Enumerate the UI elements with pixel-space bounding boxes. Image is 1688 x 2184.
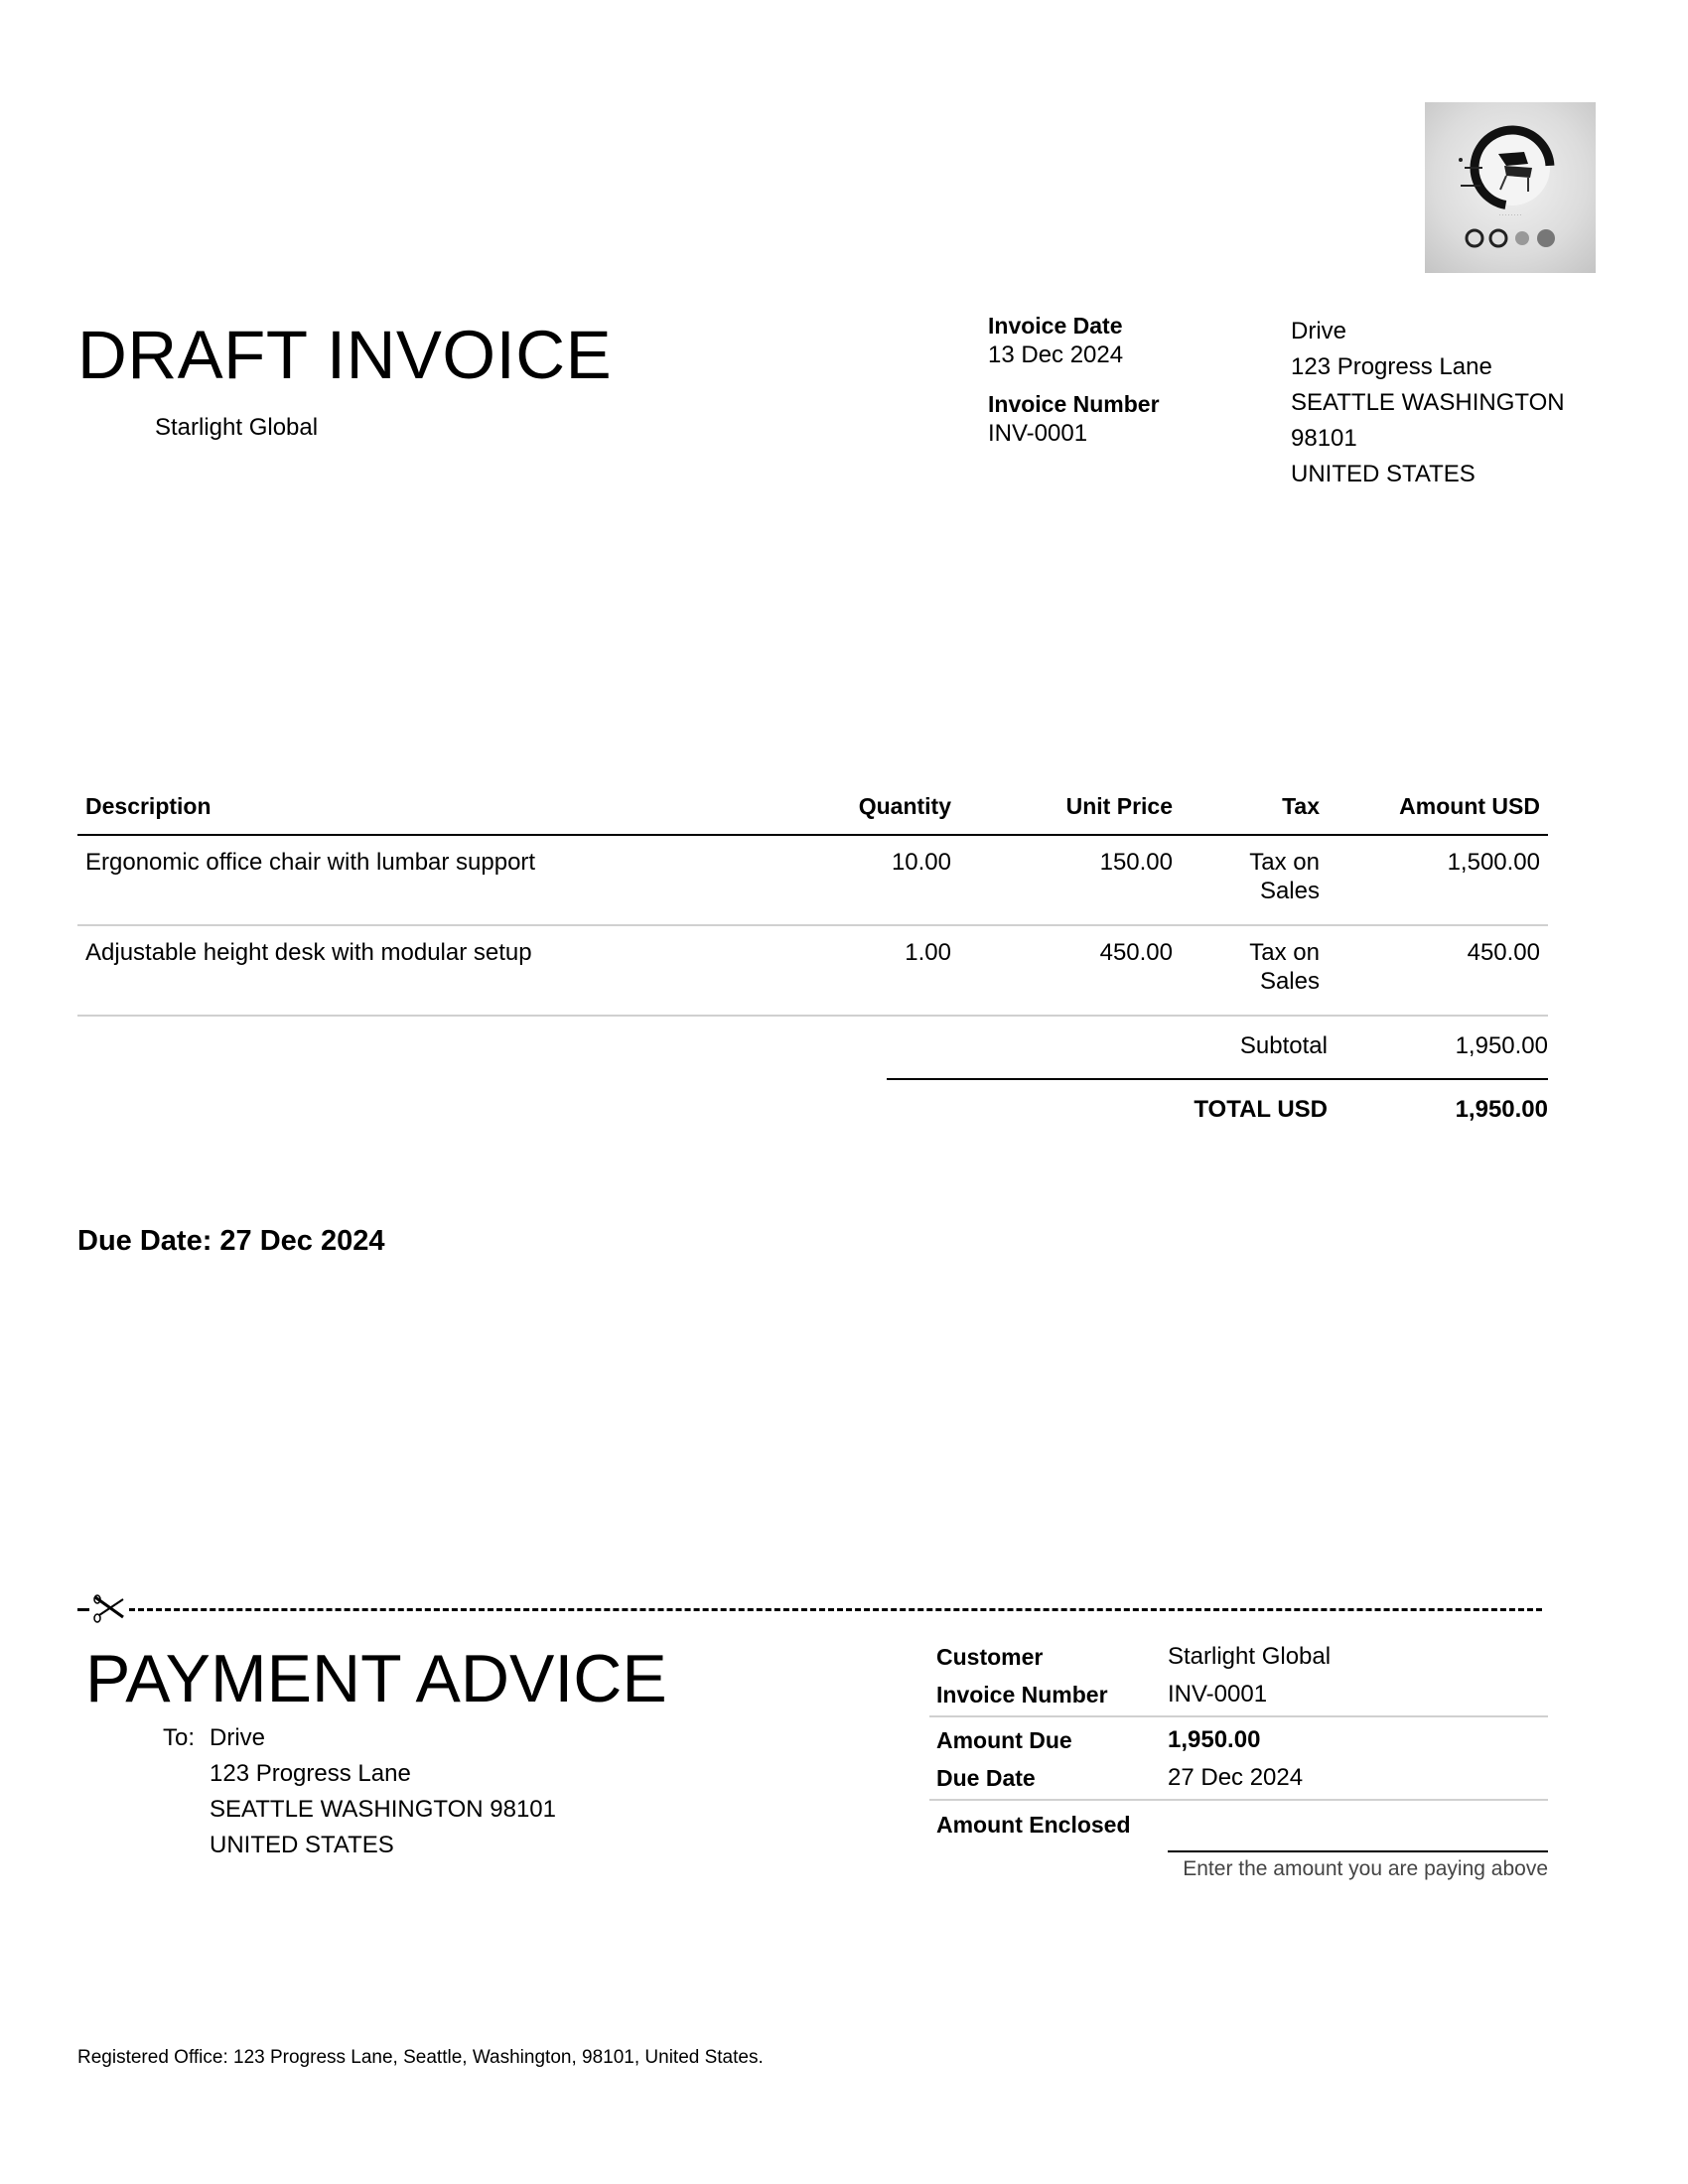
payment-advice-details [929,1638,1548,1886]
invoice-date-value: 13 Dec 2024 [988,341,1124,368]
customer-label: Customer [936,1644,1044,1670]
address-line: SEATTLE WASHINGTON [1291,389,1565,416]
amount-enclosed-hint: Enter the amount you are paying above [1183,1857,1548,1880]
company-name: Starlight Global [155,414,319,441]
scissors-icon [91,1593,127,1623]
amount-enclosed-row [929,1805,1548,1852]
svg-text:· · · · · · · ·: · · · · · · · · [1498,212,1522,218]
address-line: 98101 [1291,425,1357,452]
chair-logo-icon [1425,102,1596,273]
recipient-line: 123 Progress Lane [210,1760,411,1787]
table-header [77,786,1548,836]
due-date: Due Date: 27 Dec 2024 [77,1225,385,1257]
item-tax-line: Tax on [1249,849,1320,876]
item-amount: 450.00 [1467,939,1540,966]
item-description: Ergonomic office chair with lumbar support [85,849,536,876]
document-title: DRAFT INVOICE [77,317,613,393]
pa-due-date-label: Due Date [936,1765,1036,1791]
pa-invoice-number-label: Invoice Number [936,1682,1108,1707]
address-line: 123 Progress Lane [1291,353,1492,380]
payment-advice-recipient [163,1720,556,1863]
amount-due-value: 1,950.00 [1168,1726,1261,1753]
invoice-number-label: Invoice Number [988,391,1160,417]
company-logo [1425,102,1596,273]
total-label: TOTAL USD [1194,1096,1328,1123]
address-line: Drive [1291,318,1347,344]
item-description: Adjustable height desk with modular setup [85,939,532,966]
cut-line-dashes [129,1608,1542,1611]
item-tax [1173,848,1320,924]
item-tax [1173,938,1320,1015]
amount-enclosed-label: Amount Enclosed [936,1812,1131,1838]
item-quantity: 10.00 [891,849,951,876]
recipient-line: SEATTLE WASHINGTON 98101 [210,1796,556,1823]
item-unit-price: 450.00 [1099,939,1173,966]
amount-group [929,1721,1548,1801]
address-line: UNITED STATES [1291,461,1476,487]
pa-due-date-value: 27 Dec 2024 [1168,1764,1304,1791]
recipient-line: Drive [210,1724,266,1751]
column-header-quantity: Quantity [858,793,951,819]
to-label: To: [163,1724,196,1751]
customer-group [929,1638,1548,1717]
subtotal-label: Subtotal [1239,1032,1328,1059]
invoice-number-value: INV-0001 [988,420,1088,447]
item-tax-line: Sales [1259,878,1320,904]
invoice-meta [988,312,1160,469]
item-tax-line: Tax on [1249,939,1320,966]
payment-advice-title: PAYMENT ADVICE [85,1641,667,1716]
column-header-amount: Amount USD [1399,793,1540,819]
item-unit-price: 150.00 [1099,849,1173,876]
table-row [77,836,1548,926]
line-items-table [77,786,1548,1142]
amount-enclosed-field[interactable] [1168,1805,1548,1852]
item-quantity: 1.00 [905,939,951,966]
subtotal-row [887,1017,1548,1080]
column-header-unit-price: Unit Price [1065,793,1173,819]
subtotal-value: 1,950.00 [1455,1032,1548,1059]
total-value: 1,950.00 [1455,1096,1548,1123]
column-header-tax: Tax [1282,793,1320,819]
invoice-date-label: Invoice Date [988,313,1123,339]
table-row [77,926,1548,1017]
item-amount: 1,500.00 [1447,849,1540,876]
column-header-description: Description [85,793,211,819]
pa-invoice-number-value: INV-0001 [1168,1681,1268,1707]
cut-line [77,1595,1542,1623]
registered-office: Registered Office: 123 Progress Lane, Seattle, Washington, 98101, United States. [77,2047,764,2068]
item-tax-line: Sales [1259,968,1320,995]
cut-line-lead [77,1608,89,1611]
total-row [887,1080,1548,1142]
recipient-line: UNITED STATES [210,1832,394,1858]
amount-due-label: Amount Due [936,1727,1072,1753]
customer-value: Starlight Global [1168,1643,1332,1670]
billing-address [1291,314,1565,492]
